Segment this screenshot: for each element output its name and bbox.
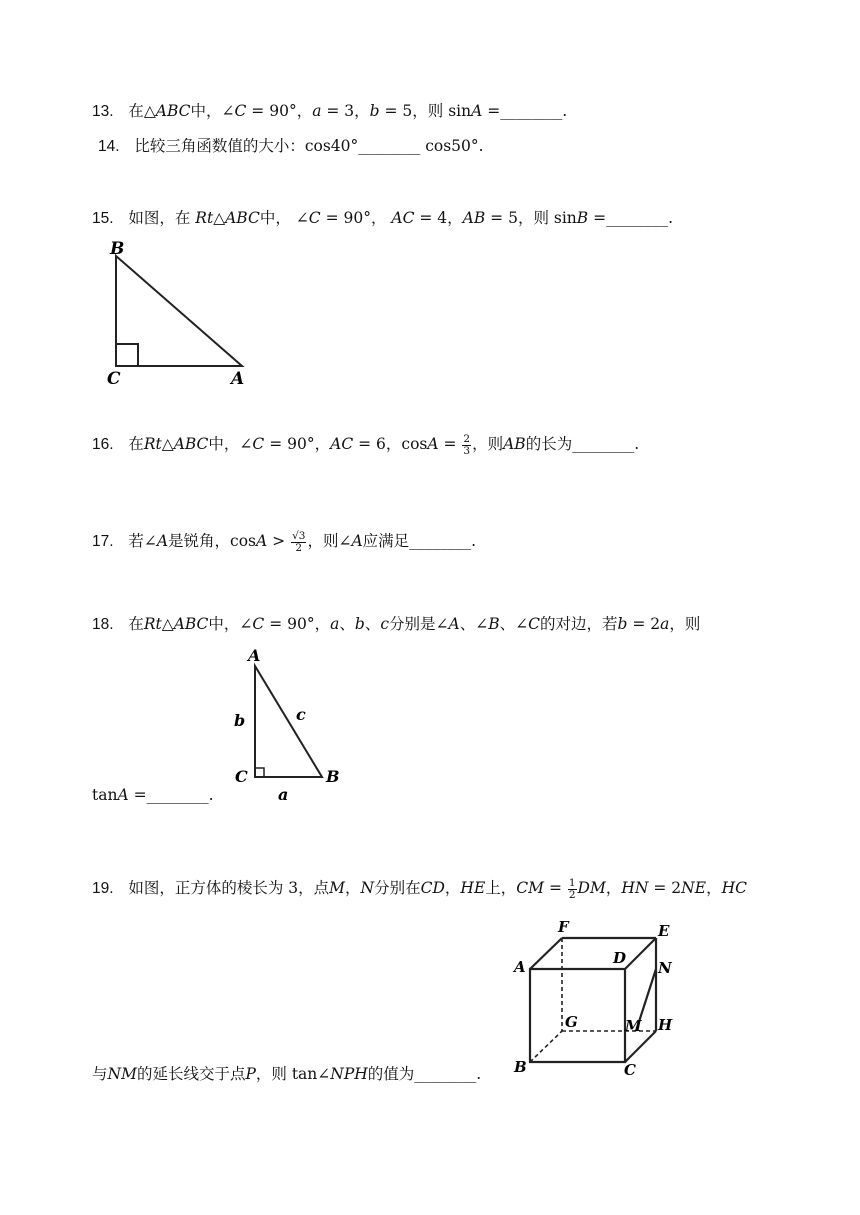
math: B [576,209,589,227]
label-A: A [514,958,526,976]
label-E: E [658,922,670,940]
numerator: √3 [292,529,306,542]
text: 在 [128,435,144,453]
text: 若∠ [128,532,157,550]
question-13 [92,99,567,121]
answer-blank: =________. [128,786,214,804]
text: 如图，正方体的棱长为 3，点 [128,879,330,897]
text: △ [161,615,174,633]
math: b [354,615,365,633]
text: ， [444,879,461,897]
math: B [488,615,500,633]
label-B: B [110,239,125,259]
text: = 90°， [264,435,331,453]
numerator: 2 [463,432,471,445]
question-number: 13. [92,103,114,120]
label-C: C [624,1061,636,1079]
text: 、∠ [499,615,529,633]
answer-blank: =________. [482,102,568,120]
math: AC [391,209,415,227]
math: b [617,615,628,633]
math: A [351,532,363,550]
label-H: H [658,1016,673,1034]
math: ABC [155,102,191,120]
question-17 [92,529,476,554]
text: = 4， [414,209,463,227]
text: 如图，在 [128,209,196,227]
text: 在 [128,615,144,633]
math: C [528,615,540,633]
math: Rt [143,435,162,453]
question-16 [92,432,639,457]
text: = 90°， [264,615,331,633]
question-number: 19. [92,880,114,897]
text: ， [345,879,361,897]
question-19 [92,876,747,901]
text: tan [92,786,118,804]
figure-18-right-triangle [226,644,356,804]
math: ABC [173,435,209,453]
math: C [252,435,265,453]
label-N: N [658,959,672,977]
label-C: C [235,767,248,786]
question-text: 比较三角函数值的大小：cos40°________ cos50°. [134,137,484,155]
label-G: G [565,1013,578,1031]
denominator: 2 [295,541,303,554]
answer-blank: 的长为________. [525,435,640,453]
math: a [660,615,670,633]
text: = 5，则 sin [485,209,577,227]
math: HC [721,879,747,897]
text: 、 [339,615,355,633]
text: = [438,435,462,453]
math: N [360,879,375,897]
text: ，则 [669,615,701,633]
math: A [448,615,460,633]
text: = 5，则 sin [379,102,472,120]
question-15 [92,206,673,228]
text: ，则 tan∠ [255,1065,331,1083]
question-number: 18. [92,616,114,633]
text: ， [706,879,722,897]
numerator: 1 [568,876,576,889]
math: P [245,1065,256,1083]
math: a [312,102,322,120]
text: 是锐角，cos [168,532,257,550]
text: = 2 [648,879,682,897]
text: 分别是∠ [389,615,449,633]
answer-blank: =________. [588,209,674,227]
text: 、∠ [459,615,489,633]
math: A [471,102,483,120]
label-M: M [625,1017,642,1035]
text: 中，∠ [208,615,253,633]
text: 分别在 [374,879,421,897]
text: = 3， [321,102,370,120]
fraction [291,531,306,554]
question-number: 16. [92,436,114,453]
label-A: A [248,646,261,665]
text: ，则 [472,435,504,453]
label-a: a [278,785,289,804]
denominator: 2 [568,888,576,901]
question-19-continuation [92,1062,481,1084]
math: C [308,209,321,227]
label-D: D [613,949,627,967]
text: 在△ [128,102,156,120]
math: c [380,615,390,633]
math: ABC [225,209,260,227]
math: A [156,532,169,550]
question-number: 14. [98,138,120,155]
math: a [330,615,340,633]
math: A [117,786,129,804]
question-18 [92,612,700,634]
text: 、 [364,615,381,633]
text: = 6，cos [353,435,428,453]
math: b [369,102,380,120]
text: > [267,532,291,550]
figure-15-right-triangle [100,236,260,392]
text: 的对边，若 [540,615,618,633]
fraction [462,434,471,457]
math: C [252,615,265,633]
text: 的延长线交于点 [136,1065,246,1083]
math: CD [420,879,445,897]
text: △ [161,435,174,453]
label-c: c [296,705,306,724]
text: = 2 [627,615,661,633]
question-18-continuation [92,786,214,804]
label-b: b [234,711,246,730]
text: 与 [92,1065,108,1083]
text: 上， [485,879,517,897]
math: HE [460,879,486,897]
denominator: 3 [463,444,471,457]
label-A: A [231,369,245,389]
text: = 90°， [320,209,392,227]
text: = [544,879,567,897]
text: 中， ∠ [259,209,309,227]
math: AB [462,209,486,227]
math: NM [107,1065,137,1083]
text: ，则∠ [307,532,352,550]
math: CM [516,879,545,897]
text: △ [213,209,226,227]
math: Rt [143,615,162,633]
text: 中，∠ [190,102,235,120]
math: DM [577,879,606,897]
answer-blank: 的值为________. [367,1065,482,1083]
math: Rt [195,209,214,227]
question-number: 15. [92,210,114,227]
question-14 [98,134,484,156]
text: 中，∠ [208,435,253,453]
math: A [256,532,268,550]
math: A [427,435,439,453]
label-F: F [558,918,569,936]
math: AB [503,435,526,453]
answer-blank: 应满足________. [362,532,477,550]
math: HN [621,879,649,897]
text: = 90°， [246,102,313,120]
math: M [329,879,346,897]
question-number: 17. [92,533,114,550]
math: C [234,102,247,120]
math: AC [330,435,354,453]
math: NE [681,879,707,897]
label-B: B [326,767,340,786]
math: ABC [173,615,209,633]
label-B: B [514,1058,527,1076]
figure-19-cube [510,914,686,1084]
text: ， [605,879,622,897]
fraction [568,878,577,901]
label-C: C [107,369,121,389]
math: NPH [330,1065,368,1083]
